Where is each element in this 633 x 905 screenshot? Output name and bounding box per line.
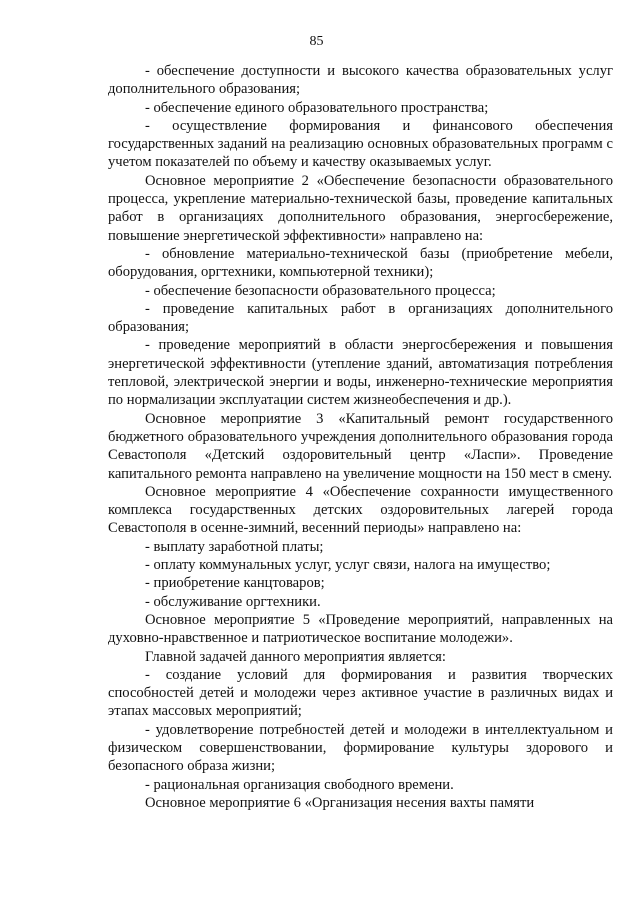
paragraph: - обновление материально-технической базы (приобретение мебели, оборудования, оргтехники, компьютерной техники); bbox=[108, 245, 613, 281]
paragraph: Основное мероприятие 5 «Проведение мероприятий, направленных на духовно-нравственное и патриотическое воспитание молодежи». bbox=[108, 611, 613, 647]
paragraph: - выплату заработной платы; bbox=[145, 538, 324, 555]
paragraph: - обслуживание оргтехники. bbox=[145, 593, 321, 610]
paragraph: - обеспечение доступности и высокого качества образовательных услуг дополнительного образования; bbox=[108, 63, 613, 98]
paragraph: - приобретение канцтоваров; bbox=[145, 575, 325, 592]
paragraph: Главной задачей данного мероприятия является: bbox=[145, 648, 446, 665]
paragraph: Основное мероприятие 2 «Обеспечение безопасности образовательного процесса, укрепление материально-технической базы, проведение капитальных работ в организациях дополнительного образования, энергосбережение, повышение энергетической эффективности» направлено на: bbox=[108, 172, 613, 244]
paragraph: - рациональная организация свободного времени. bbox=[145, 776, 454, 793]
paragraph: Основное мероприятие 3 «Капитальный ремонт государственного бюджетного образовательного учреждения дополнительного образования города Севастополя «Детский оздоровительный центр «Ласпи». Проведение капитального ремонта направлено на увеличение мощности на 150 мест в смену. bbox=[108, 410, 613, 482]
page-number: 85 bbox=[309, 34, 324, 49]
paragraph: - осуществление формирования и финансового обеспечения государственных заданий на реализацию основных образовательных программ с учетом показателей по объему и качеству оказываемых услуг. bbox=[108, 117, 613, 171]
paragraph: - проведение капитальных работ в организациях дополнительного образования; bbox=[108, 300, 613, 336]
paragraph: - удовлетворение потребностей детей и молодежи в интеллектуальном и физическом совершенствовании, формирование культуры здорового и безопасного образа жизни; bbox=[108, 721, 613, 775]
paragraph: Основное мероприятие 4 «Обеспечение сохранности имущественного комплекса государственных детских оздоровительных лагерей города Севастополя в осенне-зимний, весенний периоды» направлено на: bbox=[108, 483, 613, 537]
paragraph: - оплату коммунальных услуг, услуг связи, налога на имущество; bbox=[145, 557, 551, 574]
paragraph: - обеспечение единого образовательного пространства; bbox=[145, 99, 489, 116]
document-body bbox=[108, 62, 613, 812]
paragraph: Основное мероприятие 6 «Организация несения вахты памяти bbox=[145, 794, 535, 811]
paragraph: - обеспечение безопасности образовательного процесса; bbox=[145, 282, 496, 299]
paragraph: - создание условий для формирования и развития творческих способностей детей и молодежи через активное участие в различных видах и этапах массовых мероприятий; bbox=[108, 666, 613, 720]
paragraph: - проведение мероприятий в области энергосбережения и повышения энергетической эффективности (утепление зданий, автоматизация потребления тепловой, электрической энергии и воды, инженерно-технические мероприятия по нормализации эксплуатации систем жизнеобеспечения и др.). bbox=[108, 337, 613, 409]
